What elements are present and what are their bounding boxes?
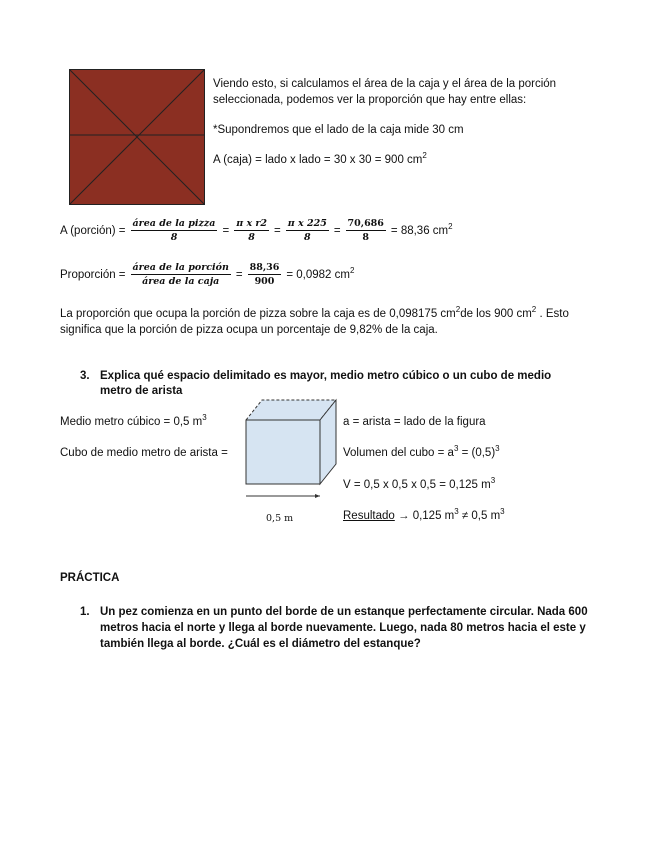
porcion-label: A (porción) = (60, 224, 126, 237)
equals-sign: = (222, 224, 230, 237)
porcion-equation (60, 218, 453, 243)
intro-line-3: A (caja) = lado x lado = 30 x 30 = 900 $cm^2$ (213, 151, 427, 166)
proporcion-result: = 0,0982 $cm^2$ (286, 265, 355, 281)
cube-side-label: 0,5 m (266, 513, 294, 524)
practica-heading: PRÁCTICA (60, 572, 120, 584)
volumen-calculo: V = 0,5 x 0,5 x 0,5 = 0,125 $m^3$ (343, 476, 496, 491)
intro-text (213, 76, 603, 182)
fraction-pi-r2: $\frac{\text{π x r2}}{8}$ (236, 218, 268, 243)
fraction-pi-225: $\frac{\text{π x 225}}{8}$ (287, 218, 327, 243)
intro-line-2: *Supondremos que el lado de la caja mide 30 cm (213, 124, 464, 136)
equals-sign: = (235, 268, 243, 281)
fraction-8836-900: $\frac{88,36}{900}$ (249, 262, 280, 287)
proporcion-equation (60, 262, 354, 287)
intro-line-1: Viendo esto, si calculamos el área de la caja y el área de la porción seleccionada, podemos ver la proporción que hay entre ellas: (213, 78, 557, 106)
volumen-formula: Volumen del cubo = $a^3 = (0,5)^3$ (343, 444, 500, 459)
resultado-line: Resultado → 0,125 $m^3 \ne 0,5$ $m^3$ (343, 507, 505, 522)
question-3-text: Explica qué espacio delimitado es mayor, medio metro cúbico o un cubo de medio metro de arista (100, 370, 552, 397)
practica-question-1 (80, 604, 590, 652)
equals-sign: = (274, 224, 281, 237)
pizza-box-figure (69, 69, 205, 205)
question-3 (80, 369, 580, 399)
fraction-area-porcion-caja: $\frac{\text{área de la porción}}{\text{área de la caja}}$ (132, 262, 229, 287)
arista-definition: a = arista = lado de la figura (343, 416, 486, 428)
fraction-area-pizza: $\frac{\text{área de la pizza}}{8}$ (132, 218, 216, 243)
equals-sign: = (333, 224, 341, 237)
porcion-result: = 88,36 $cm^2$ (390, 221, 453, 237)
medio-metro-cubico-label: Medio metro cúbico = 0,5 $m^3$ (60, 413, 207, 428)
question-3-number: 3. (80, 370, 90, 382)
fraction-70686: $\frac{70,686}{8}$ (347, 218, 384, 243)
proporcion-label: Proporción = (60, 268, 126, 281)
conclusion-paragraph: La proporción que ocupa la porción de pizza sobre la caja es de 0,098175 $cm^2de$ los 900 $cm^2$ . Esto significa que la porción de pizza ocupa un porcentaje de 9,82% de la caja. (60, 305, 569, 336)
cubo-arista-label: Cubo de medio metro de arista = (60, 447, 228, 459)
cube-figure (240, 396, 340, 501)
practica-question-1-number: 1. (80, 606, 90, 618)
practica-question-1-text: Un pez comienza en un punto del borde de un estanque perfectamente circular. Nada 600 metros hacia el norte y llega al borde nuevamente. Luego, nada 80 metros hacia el este y también llega al borde. ¿Cuál es el diámetro del estanque? (100, 606, 588, 650)
